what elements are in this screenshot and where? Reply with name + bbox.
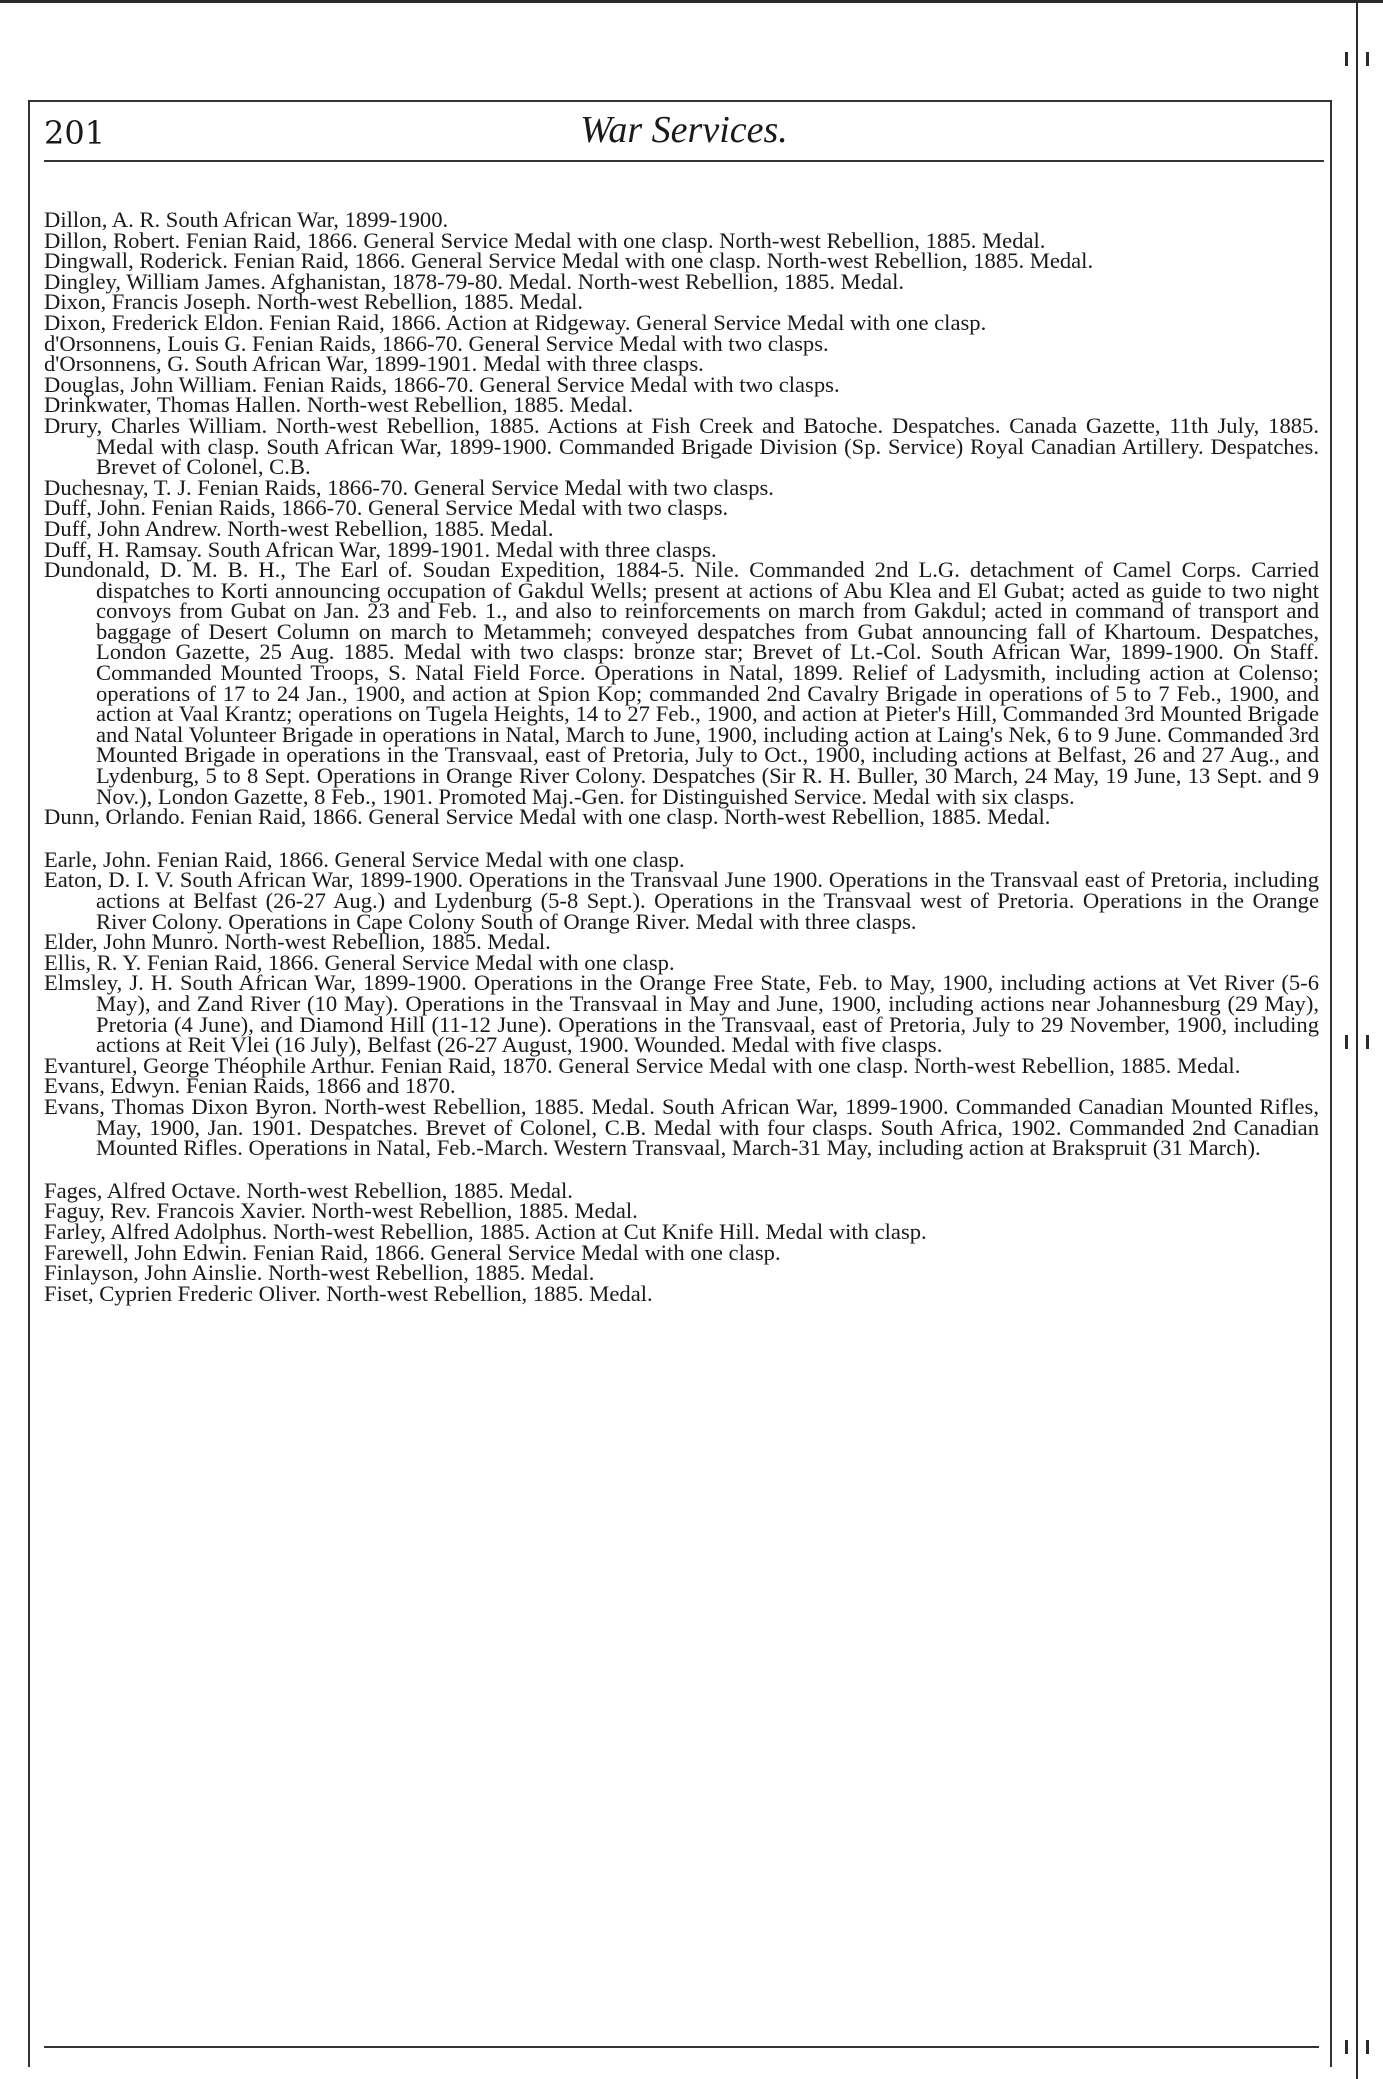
binding-mark [1345,2040,1369,2054]
top-rule [0,0,1383,3]
page-header [44,108,1324,162]
entry-drinkwater-thomas-hallen: Drinkwater, Thomas Hallen. North-west Rebellion, 1885. Medal. [44,392,634,418]
entry-douglas-john-william: Douglas, John William. Fenian Raids, 1866-70. General Service Medal with two clasps. [44,371,840,397]
entry-dixon-francis-joseph: Dixon, Francis Joseph. North-west Rebellion, 1885. Medal. [44,289,584,315]
bottom-rule [44,2046,1319,2048]
entry-finlayson-john-ainslie: Finlayson, John Ainslie. North-west Rebellion, 1885. Medal. [44,1260,595,1286]
entry-evanturel: Evanturel, George Théophile Arthur. Fenian Raid, 1870. General Service Medal with one clasp. North-west Rebellion, 1885. Medal. [44,1052,1241,1078]
entry-dingley-william-james: Dingley, William James. Afghanistan, 1878-79-80. Medal. North-west Rebellion, 1885. Medal. [44,268,905,294]
entry-drury-charles-william: Drury, Charles William. North-west Rebellion, 1885. Actions at Fish Creek and Batoche. Despatches. Canada Gazette, 11th July, 1885. Medal with clasp. South African War, 1899-1900. Commanded Brigade Division (Sp. Service) Royal Canadian Artillery. Despatches. Brevet of Colonel, C.B. [44,412,1319,480]
entry-fages-alfred-octave: Fages, Alfred Octave. North-west Rebellion, 1885. Medal. [44,1177,573,1203]
entry-duchesnay-t-j: Duchesnay, T. J. Fenian Raids, 1866-70. General Service Medal with two clasps. [44,474,774,500]
entry-evans-thomas-dixon-byron: Evans, Thomas Dixon Byron. North-west Rebellion, 1885. Medal. South African War, 1899-1900. Commanded Canadian Mounted Rifles, May, 1900, Jan. 1901. Despatches. Brevet of Colonel, C.B. Medal with four clasps. South Africa, 1902. Commanded 2nd Canadian Mounted Rifles. Operations in Natal, Feb.-March. Western Transvaal, March-31 May, including action at Brakspruit (31 March). [44,1093,1319,1161]
page-number: 201 [44,114,106,152]
entry-dixon-frederick-eldon: Dixon, Frederick Eldon. Fenian Raid, 1866. Action at Ridgeway. General Service Medal with one clasp. [44,309,987,335]
entry-dillon-a-r: Dillon, A. R. South African War, 1899-1900. [44,207,449,232]
entry-evans-edwyn: Evans, Edwyn. Fenian Raids, 1866 and 1870. [44,1073,456,1099]
binding-mark [1345,52,1369,66]
entry-dundonald: Dundonald, D. M. B. H., The Earl of. Soudan Expedition, 1884-5. Nile. Commanded 2nd L.G. detachment of Camel Corps. Carried dispatches to Korti announcing occupation of Gakdul Wells; present at actions of Abu Klea and El Gubat; acted as guide to two night convoys from Gubat on Jan. 23 and Feb. 1., and also to reinforcements on march from Gakdul; acted in command of transport and baggage of Desert Column on march to Metammeh; conveyed despatches from Gubat announcing fall of Khartoum. Despatches, London Gazette, 25 Aug. 1885. Medal with two clasps: bronze star; Brevet of Lt.-Col. South African War, 1899-1900. On Staff. Commanded Mounted Troops, S. Natal Field Force. Operations in Natal, 1899. Relief of Ladysmith, including action at Colenso; operations of 17 to 24 Jan., 1900, and action at Spion Kop; commanded 2nd Cavalry Brigade in operations of 5 to 7 Feb., 1900, and action at Vaal Krantz; operations on Tugela Heights, 14 to 27 Feb., 1900, and action at Pieter's Hill, Commanded 3rd Mounted Brigade and Natal Volunteer Brigade in operations in Natal, March to June, 1900, including action at Laing's Nek, 6 to 9 June. Commanded 3rd Mounted Brigade in operations in the Transvaal, east of Pretoria, July to Oct., 1900, including actions at Belfast, 26 and 27 Aug., and Lydenburg, 5 to 8 Sept. Operations in Orange River Colony. Despatches (Sir R. H. Buller, 30 March, 24 May, 19 June, 13 Sept. and 9 Nov.), London Gazette, 8 Feb., 1901. Promoted Maj.-Gen. for Distinguished Service. Medal with six clasps. [44,557,1319,809]
entry-duff-john-andrew: Duff, John Andrew. North-west Rebellion, 1885. Medal. [44,515,554,541]
entry-farewell-john-edwin: Farewell, John Edwin. Fenian Raid, 1866. General Service Medal with one clasp. [44,1239,781,1265]
entry-elder-john-munro: Elder, John Munro. North-west Rebellion, 1885. Medal. [44,929,551,955]
binding-mark [1345,1035,1369,1049]
entry-dorsonnens-g: d'Orsonnens, G. South African War, 1899-1901. Medal with three clasps. [44,351,704,377]
entry-farley-alfred-adolphus: Farley, Alfred Adolphus. North-west Rebellion, 1885. Action at Cut Knife Hill. Medal with clasp. [44,1218,927,1244]
entry-dingwall-roderick: Dingwall, Roderick. Fenian Raid, 1866. General Service Medal with one clasp. North-west Rebellion, 1885. Medal. [44,248,1094,274]
entry-fiset-cyprien: Fiset, Cyprien Frederic Oliver. North-west Rebellion, 1885. Medal. [44,1280,653,1306]
entry-eaton-d-i-v: Eaton, D. I. V. South African War, 1899-1900. Operations in the Transvaal June 1900. Operations in the Transvaal east of Pretoria, including actions at Belfast (26-27 Aug.) and Lydenburg (5-8 Sept.). Operations in the Transvaal west of Pretoria. Operations in the Orange River Colony. Operations in Cape Colony South of Orange River. Medal with three clasps. [44,867,1319,934]
entry-dunn-orlando: Dunn, Orlando. Fenian Raid, 1866. General Service Medal with one clasp. North-west Rebellion, 1885. Medal. [44,804,1051,830]
entry-dorsonnens-louis-g: d'Orsonnens, Louis G. Fenian Raids, 1866-70. General Service Medal with two clasps. [44,330,829,356]
entry-ellis-r-y: Ellis, R. Y. Fenian Raid, 1866. General Service Medal with one clasp. [44,949,675,975]
entry-dillon-robert: Dillon, Robert. Fenian Raid, 1866. General Service Medal with one clasp. North-west Rebellion, 1885. Medal. [44,227,1046,253]
entry-duff-h-ramsay: Duff, H. Ramsay. South African War, 1899-1901. Medal with three clasps. [44,536,717,562]
war-services-list [44,207,1319,1306]
entry-earle-john: Earle, John. Fenian Raid, 1866. General Service Medal with one clasp. [44,846,685,872]
entry-elmsley-j-h: Elmsley, J. H. South African War, 1899-1900. Operations in the Orange Free State, Feb. to May, 1900, including actions at Vet River (5-6 May), and Zand River (10 May). Operations in the Transvaal in May and June, 1900, including actions near Johannesburg (29 May), Pretoria (4 June), and Diamond Hill (11-12 June). Operations in the Transvaal, east of Pretoria, July to 29 November, 1900, including actions at Reit Vlei (16 July), Belfast (26-27 August, 1900. Wounded. Medal with five clasps. [44,970,1319,1058]
entry-duff-john: Duff, John. Fenian Raids, 1866-70. General Service Medal with two clasps. [44,495,729,521]
page-title: War Services. [580,109,788,151]
entry-faguy-francois-xavier: Faguy, Rev. Francois Xavier. North-west Rebellion, 1885. Medal. [44,1198,638,1224]
